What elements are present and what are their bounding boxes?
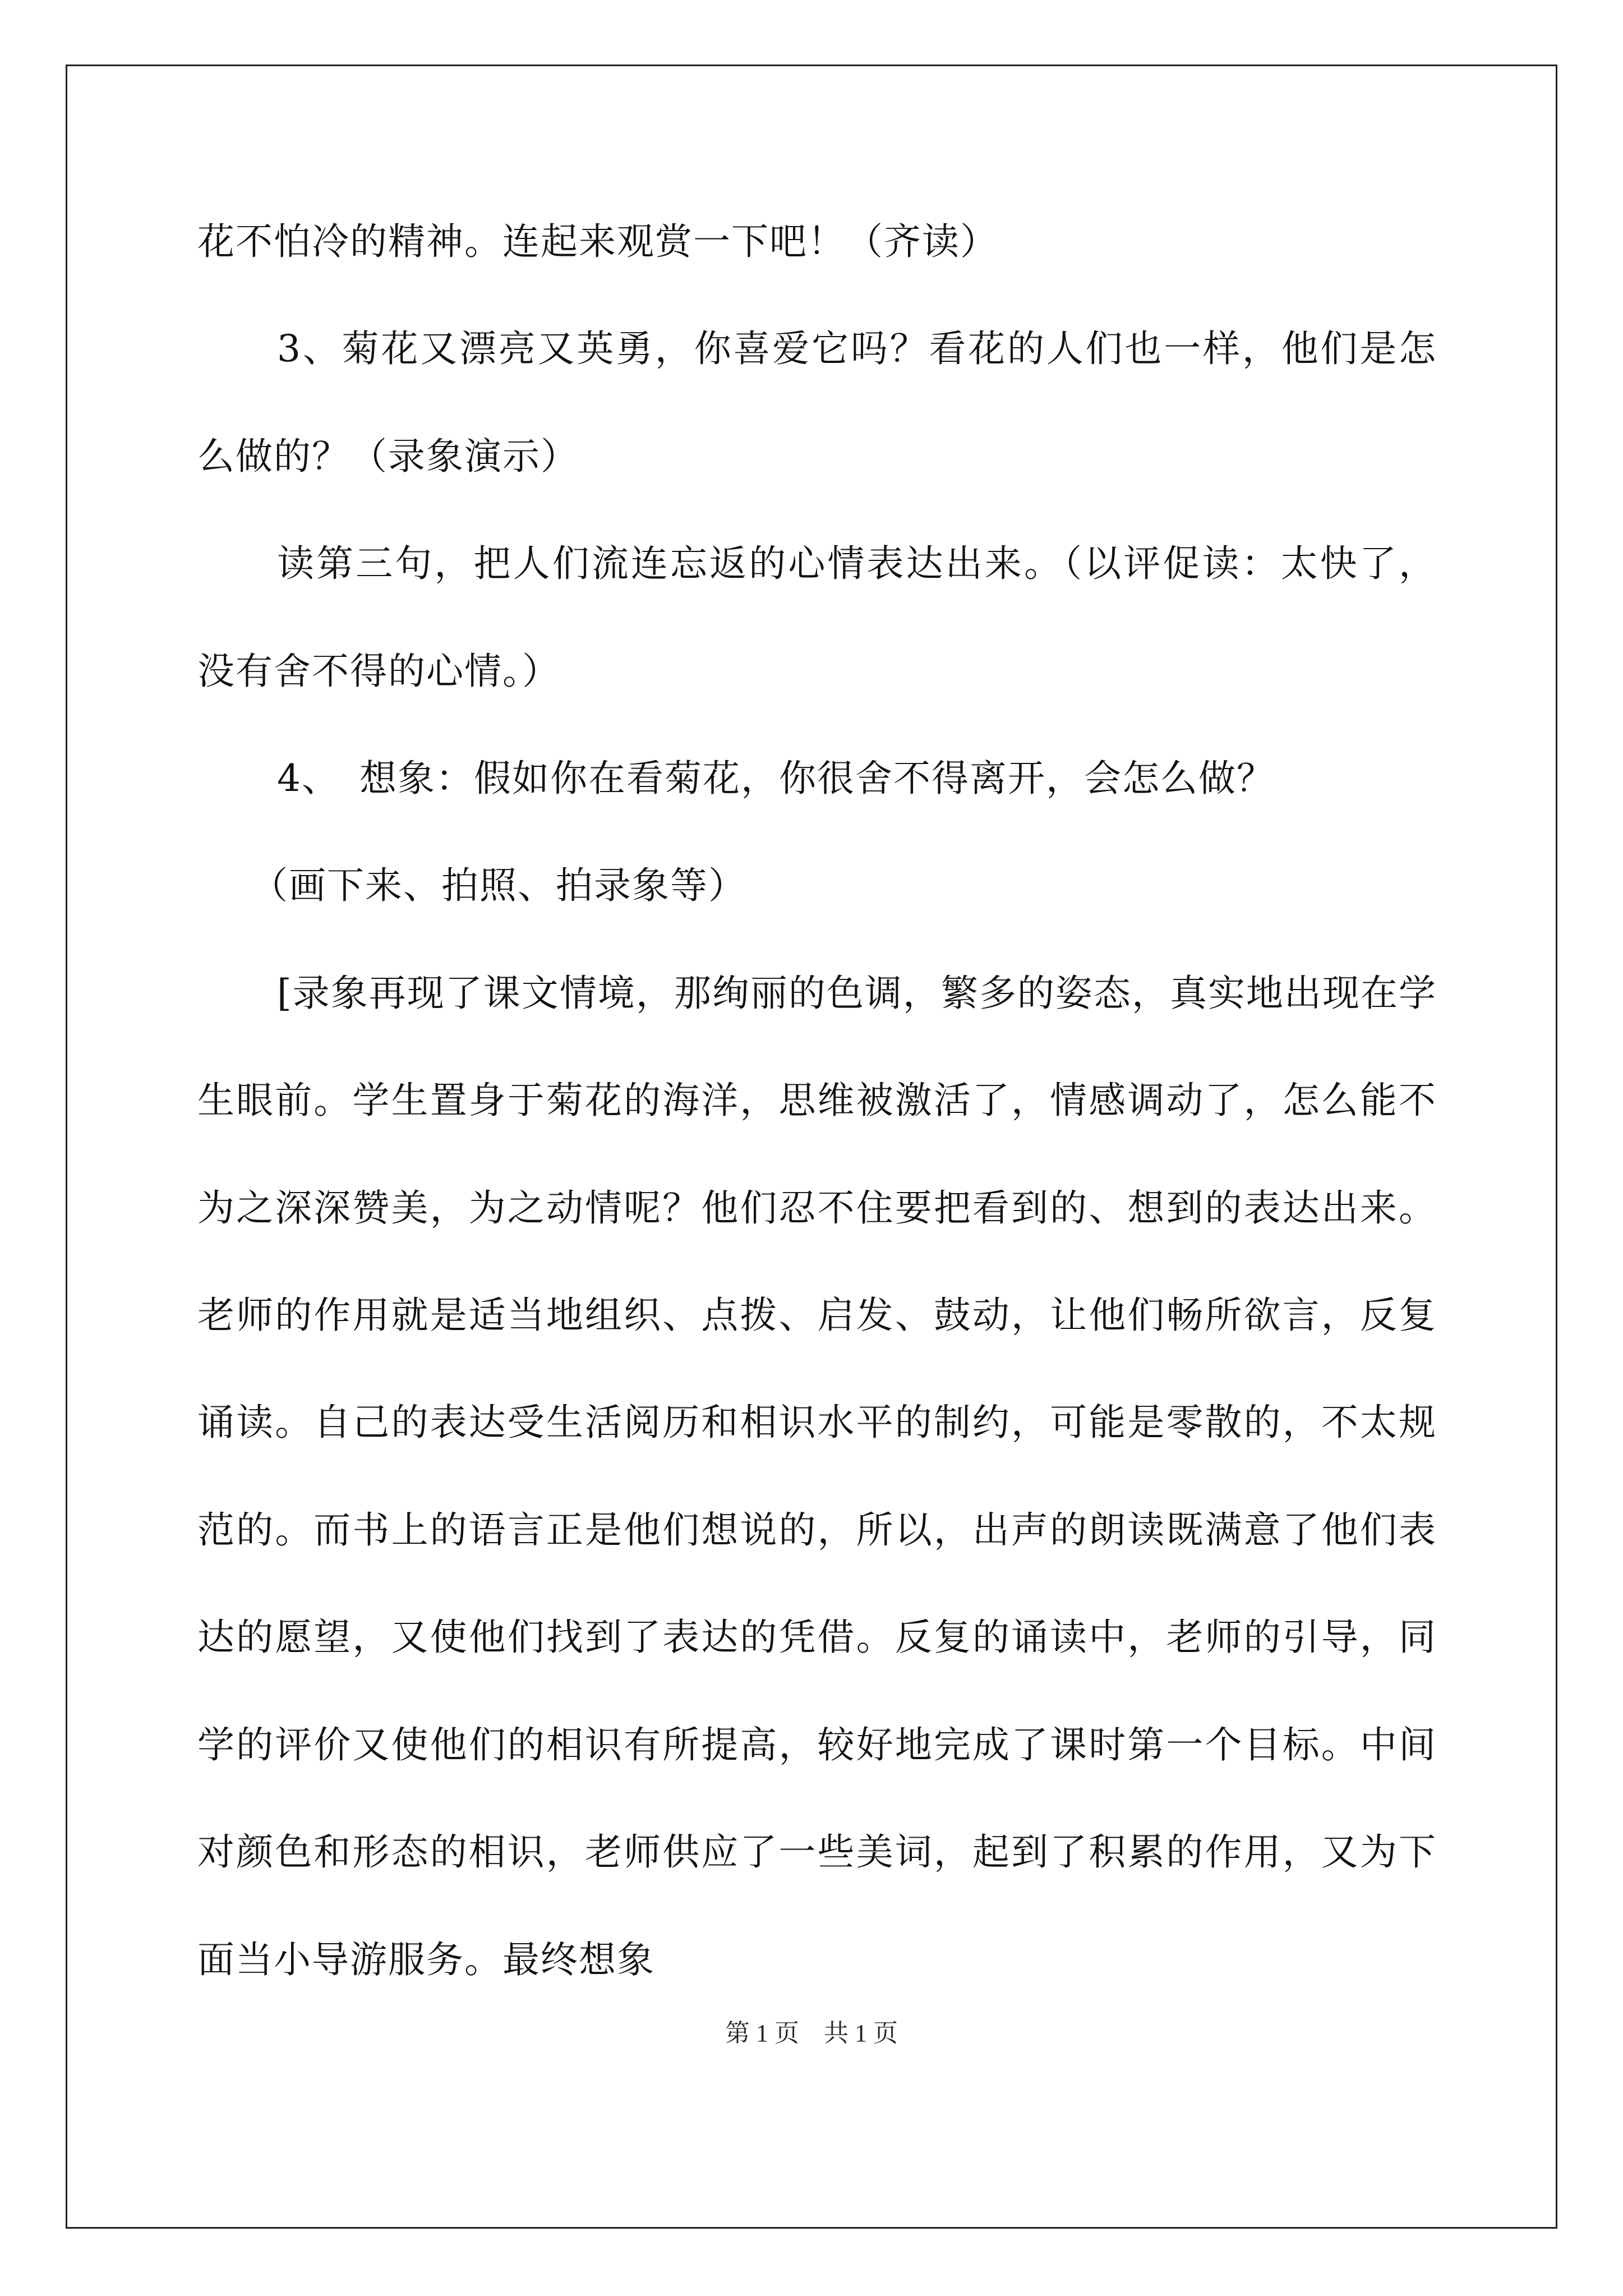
paragraph-6: [录象再现了课文情境，那绚丽的色调，繁多的姿态，真实地出现在学生眼前。学生置身于菊花的海洋，思维被激活了，情感调动了，怎么能不为之深深赞美，为之动情呢？他们忍不住要把看到的、想到的表达出来。老师的作用就是适当地组织、点拨、启发、鼓动，让他们畅所欲言，反复诵读。自己的表达受生活阅历和相识水平的制约，可能是零散的，不太规范的。而书上的语言正是他们想说的，所以，出声的朗读既满意了他们表达的愿望，又使他们找到了表达的凭借。反复的诵读中，老师的引导，同学的评价又使他们的相识有所提高，较好地完成了课时第一个目标。中间对颜色和形态的相识，老师供应了一些美词，起到了积累的作用，又为下面当小导游服务。最终想象 [197, 971, 1437, 1981]
page-number-footer: 第 1 页 共 1 页 [725, 2019, 898, 2047]
paragraph-4: 4、 想象：假如你在看菊花，你很舍不得离开，会怎么做？ [277, 757, 1275, 800]
paragraph-2: 3、菊花又漂亮又英勇，你喜爱它吗？看花的人们也一样，他们是怎么做的？（录象演示） [197, 327, 1437, 478]
paragraph-5: （画下来、拍照、拍录象等） [251, 864, 746, 908]
document-body [197, 188, 1437, 2013]
paragraph-1: 花不怕冷的精神。连起来观赏一下吧！（齐读） [197, 220, 998, 263]
paragraph-3: 读第三句，把人们流连忘返的心情表达出来。（以评促读：太快了，没有舍不得的心情。） [197, 542, 1437, 693]
